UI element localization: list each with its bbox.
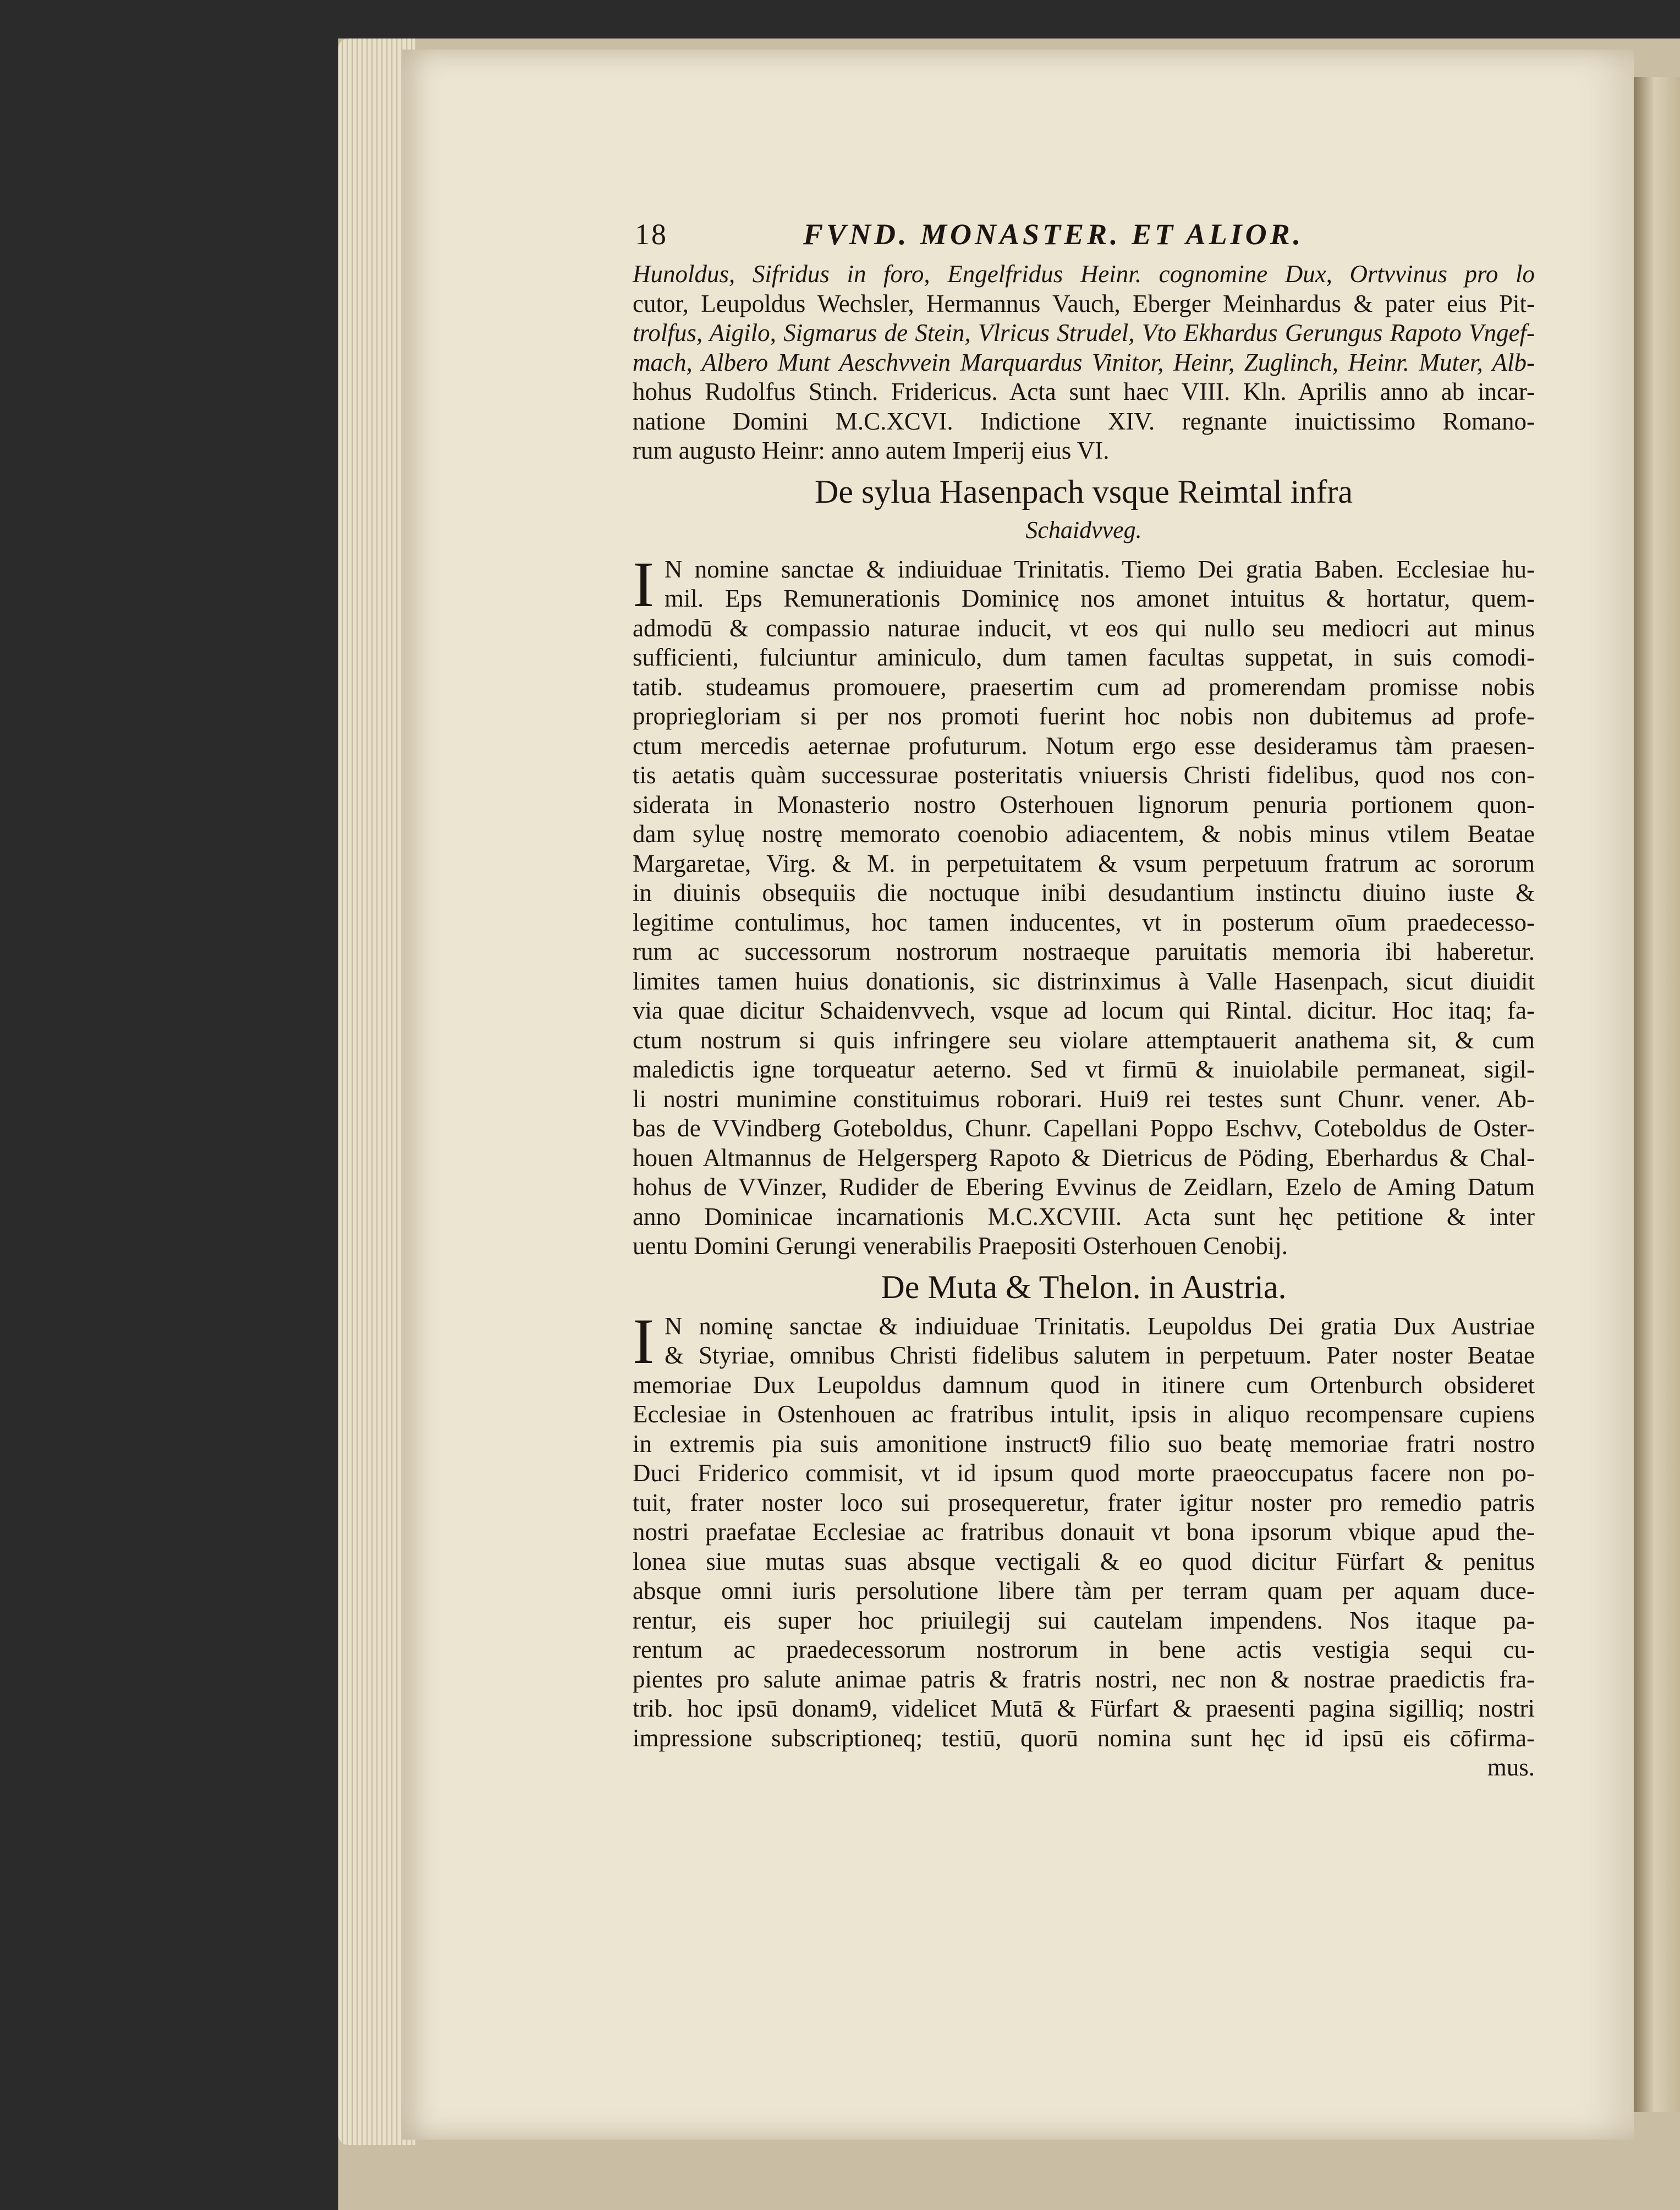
text-line: hohus de VVinzer, Rudider de Ebering Evvinus de Zeidlarn, Ezelo de Aming Datum <box>633 1173 1535 1201</box>
text-line: memoriae Dux Leupoldus damnum quod in itinere cum Ortenburch obsideret <box>633 1371 1535 1399</box>
text-line: tis aetatis quàm successurae posteritatis vniuersis Christi fidelibus, quod nos con- <box>633 761 1535 789</box>
text-line: tuit, frater noster loco sui prosequeretur, frater igitur noster pro remedio patris <box>633 1488 1535 1516</box>
text-line: siderata in Monasterio nostro Osterhouen lignorum penuria portionem quon- <box>633 790 1535 818</box>
text-line: N nomine sanctae & indiuiduae Trinitatis. Tiemo Dei gratia Baben. Ecclesiae hu- <box>665 555 1535 583</box>
text-line: natione Domini M.C.XCVI. Indictione XIV. regnante inuictissimo Romano- <box>633 407 1535 435</box>
text-line: lonea siue mutas suas absque vectigali & eo quod dicitur Fürfart & penitus <box>633 1547 1535 1575</box>
section1-body <box>633 548 1535 1261</box>
book-gutter <box>1634 77 1680 2112</box>
text-line: in extremis pia suis amonitione instruct9 filio suo beatę memoriae fratri nostro <box>633 1430 1535 1458</box>
section-heading: De Muta & Thelon. in Austria. <box>881 1268 1287 1305</box>
text-line: sufficienti, fulciuntur aminiculo, dum tamen facultas suppetat, in suis comodi- <box>633 644 1535 671</box>
text-line: houen Altmannus de Helgersperg Rapoto & Dietricus de Pöding, Eberhardus & Chal- <box>633 1144 1535 1172</box>
text-line: legitime contulimus, hoc tamen inducentes, vt in posterum oīum praedecesso- <box>633 908 1535 936</box>
section-subheading: Schaidvveg. <box>1025 516 1142 543</box>
page-header <box>633 220 1535 260</box>
text-line: nostri praefatae Ecclesiae ac fratribus donauit vt bona ipsorum vbique apud the- <box>633 1518 1535 1546</box>
page-number: 18 <box>635 218 668 251</box>
text-line: mil. Eps Remunerationis Dominicę nos amonet intuitus & hortatur, quem- <box>665 585 1535 612</box>
text-line: hohus Rudolfus Stinch. Fridericus. Acta sunt haec VIII. Kln. Aprilis anno ab incar- <box>633 378 1535 405</box>
text-line: rum ac successorum nostrorum nostraeque paruitatis memoria ibi haberetur. <box>633 938 1535 965</box>
text-line: admodū & compassio naturae inducit, vt eos qui nullo seu mediocri aut minus <box>633 614 1535 642</box>
text-line: anno Dominicae incarnationis M.C.XCVIII. Acta sunt hęc petitione & inter <box>633 1202 1535 1230</box>
text-line: N nominę sanctae & indiuiduae Trinitatis. Leupoldus Dei gratia Dux Austriae <box>665 1312 1535 1340</box>
text-line: in diuinis obsequiis die noctuque inibi desudantium instinctu diuino iuste & <box>633 879 1535 906</box>
text-line: uentu Domini Gerungi venerabilis Praepositi Osterhouen Cenobij. <box>633 1232 1288 1260</box>
text-line: limites tamen huius donationis, sic distrinximus à Valle Hasenpach, sicut diuidit <box>633 967 1535 995</box>
text-line: bas de VVindberg Goteboldus, Chunr. Capellani Poppo Eschvv, Coteboldus de Oster- <box>633 1114 1535 1142</box>
text-line: cutor, Leupoldus Wechsler, Hermannus Vauch, Eberger Meinhardus & pater eius Pit- <box>633 289 1535 317</box>
text-line: Margaretae, Virg. & M. in perpetuitatem & vsum perpetuum fratrum ac sororum <box>633 849 1535 877</box>
text-line: trolfus, Aigilo, Sigmarus de Stein, Vlricus Strudel, Vto Ekhardus Gerungus Rapoto Vngef- <box>633 319 1535 347</box>
running-head: FVND. MONASTER. ET ALIOR. <box>803 218 1304 251</box>
drop-cap: I <box>633 1305 655 1377</box>
text-line: rentum ac praedecessorum nostrorum in bene actis vestigia sequi cu- <box>633 1636 1535 1663</box>
page-text <box>633 220 1535 1783</box>
text-line: Ecclesiae in Ostenhouen ac fratribus intulit, ipsis in aliquo recompensare cupiens <box>633 1400 1535 1428</box>
text-line: tatib. studeamus promouere, praesertim cum ad promerendam promisse nobis <box>633 673 1535 701</box>
text-line: pientes pro salute animae patris & fratris nostri, nec non & nostrae praedictis fra- <box>633 1665 1535 1693</box>
text-line: rum augusto Heinr: anno autem Imperij eius VI. <box>633 437 1110 464</box>
text-line: & Styriae, omnibus Christi fidelibus salutem in perpetuum. Pater noster Beatae <box>665 1342 1535 1369</box>
text-line: ctum mercedis aeternae profuturum. Notum ergo esse desideramus tàm praesen- <box>633 732 1535 760</box>
text-line: mus. <box>1487 1753 1535 1781</box>
text-line: Hunoldus, Sifridus in foro, Engelfridus Heinr. cognomine Dux, Ortvvinus pro lo <box>633 260 1535 288</box>
text-line: mach, Albero Munt Aeschvvein Marquardus Vinitor, Heinr, Zuglinch, Heinr. Muter, Alb- <box>633 348 1535 376</box>
text-line: impressione subscriptioneq; testiū, quorū nomina sunt hęc id ipsū eis cōfirma- <box>633 1724 1535 1752</box>
text-line: dam syluę nostrę memorato coenobio adiacentem, & nobis minus vtilem Beatae <box>633 820 1535 848</box>
drop-cap: I <box>633 548 655 620</box>
text-line: Duci Friderico commisit, vt id ipsum quod morte praeoccupatus facere non po- <box>633 1459 1535 1487</box>
text-line: trib. hoc ipsū donam9, videlicet Mutā & Fürfart & praesenti pagina sigilliq; nostri <box>633 1695 1535 1722</box>
text-line: rentur, eis super hoc priuilegij sui cautelam impendens. Nos itaque pa- <box>633 1606 1535 1634</box>
text-line: ctum nostrum si quis infringere seu violare attemptauerit anathema sit, & cum <box>633 1026 1535 1054</box>
text-line: propriegloriam si per nos promoti fuerint hoc nobis non dubitemus ad profe- <box>633 702 1535 730</box>
text-line: via quae dicitur Schaidenvvech, vsque ad locum qui Rintal. dicitur. Hoc itaq; fa- <box>633 997 1535 1024</box>
section2-body <box>633 1305 1535 1783</box>
text-line: maledictis igne torqueatur aeterno. Sed vt firmū & inuiolabile permaneat, sigil- <box>633 1055 1535 1083</box>
section-heading: De sylua Hasenpach vsque Reimtal infra <box>814 473 1353 510</box>
text-line: absque omni iuris persolutione libere tàm per terram quam per aquam duce- <box>633 1577 1535 1604</box>
charter-tail <box>633 260 1535 466</box>
text-line: li nostri munimine constituimus roborari. Hui9 rei testes sunt Chunr. vener. Ab- <box>633 1085 1535 1113</box>
